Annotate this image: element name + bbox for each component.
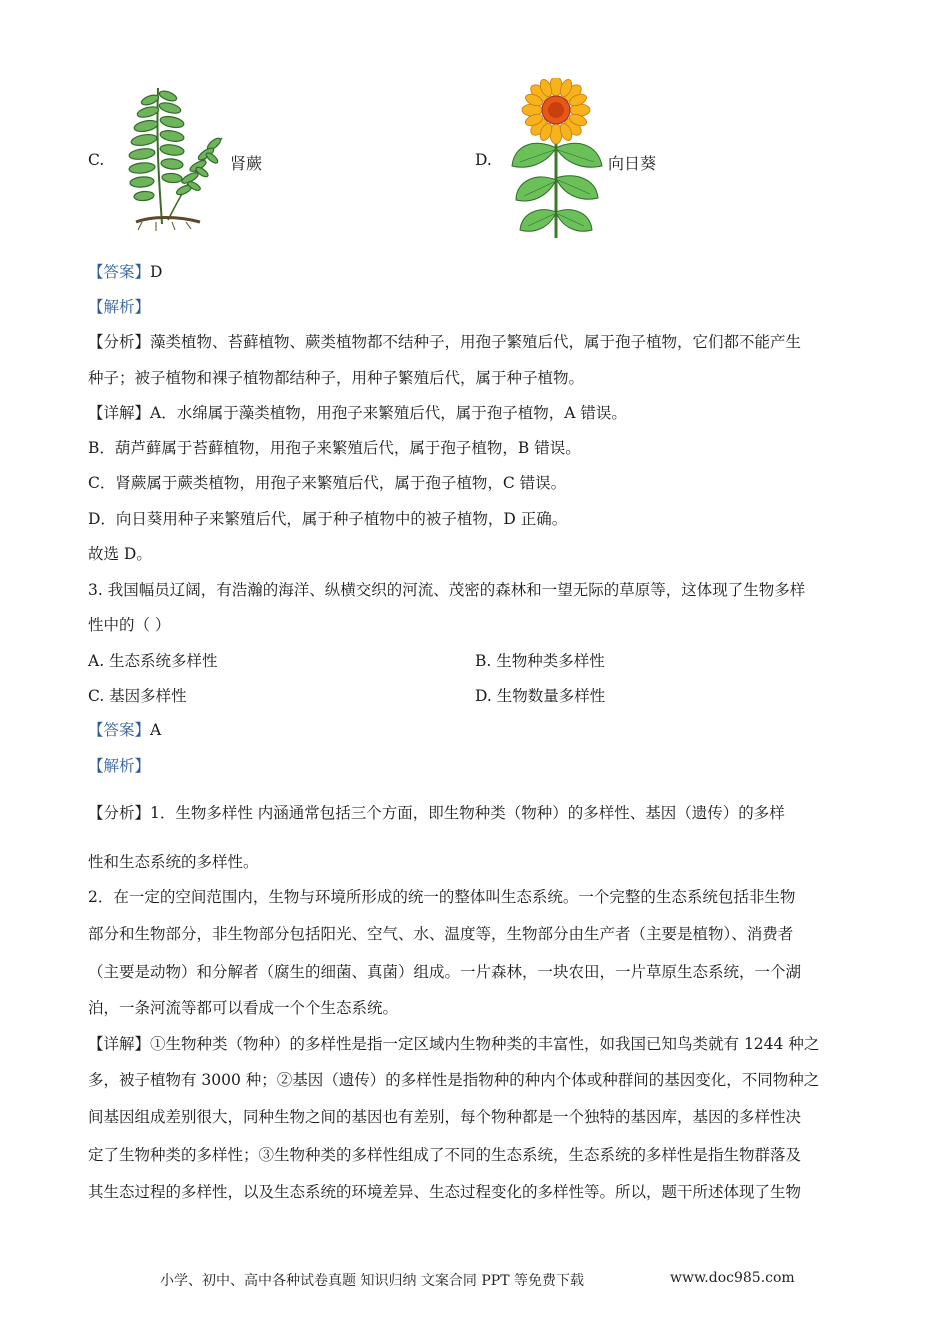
q3-option-d: D. 生物数量多样性	[475, 687, 606, 705]
q3-detail-line-5: 其生态过程的多样性，以及生态系统的环境差异、生态过程变化的多样性等。所以，题干所述体现了生物	[88, 1183, 802, 1201]
q3-answer-value: A	[150, 721, 162, 739]
footer-url[interactable]: www.doc985.com	[670, 1270, 795, 1286]
q3-detail-text: ①生物种类（物种）的多样性是指一定区域内生物种类的丰富性，如我国已知鸟类就有 1244 种之	[150, 1035, 820, 1053]
q2-detail-a-text: A．水绵属于藻类植物，用孢子来繁殖后代，属于孢子植物，A 错误。	[150, 404, 627, 422]
xiangjie-tag: 【详解】	[88, 1035, 151, 1053]
q3-option-b: B. 生物种类多样性	[475, 652, 605, 670]
answer-tag: 【答案】	[88, 263, 151, 281]
q2-fenxi-line-1	[88, 332, 801, 352]
q3-para2-line-1: 2．在一定的空间范围内，生物与环境所形成的统一的整体叫生态系统。一个完整的生态系统包括非生物	[88, 888, 796, 906]
q2-answer-line	[88, 262, 162, 282]
option-c-name: 肾蕨	[230, 154, 263, 173]
q2-detail-a	[88, 403, 627, 423]
footer-text: 小学、初中、高中各种试卷真题 知识归纳 文案合同 PPT 等免费下载	[160, 1273, 584, 1289]
q3-option-a: A. 生态系统多样性	[88, 652, 218, 670]
q3-detail-line-3: 间基因组成差别很大，同种生物之间的基因也有差别，每个物种都是一个独特的基因库，基因的多样性决	[88, 1108, 802, 1126]
q3-fenxi-line-1	[88, 803, 785, 823]
q3-option-c: C. 基因多样性	[88, 687, 187, 705]
sunflower-icon	[506, 78, 606, 240]
q3-analysis-tag: 【解析】	[88, 757, 151, 775]
q2-answer-value: D	[150, 263, 163, 281]
answer-tag: 【答案】	[88, 721, 151, 739]
fenxi-tag: 【分析】	[88, 333, 151, 351]
q3-para2-line-2: 部分和生物部分，非生物部分包括阳光、空气、水、温度等，生物部分由生产者（主要是植物）、消费者	[88, 925, 794, 943]
option-d-letter: D.	[475, 151, 492, 169]
option-d-name: 向日葵	[608, 154, 657, 173]
q2-fenxi-text: 藻类植物、苔藓植物、蕨类植物都不结种子，用孢子繁殖后代，属于孢子植物，它们都不能产生	[150, 333, 802, 351]
q3-fenxi-line-2: 性和生态系统的多样性。	[88, 853, 259, 871]
xiangjie-tag: 【详解】	[88, 404, 151, 422]
q2-detail-b: B．葫芦藓属于苔藓植物，用孢子来繁殖后代，属于孢子植物，B 错误。	[88, 439, 581, 457]
q3-detail-line-1	[88, 1034, 819, 1054]
q2-fenxi-line-2: 种子；被子植物和裸子植物都结种子，用种子繁殖后代，属于种子植物。	[88, 369, 585, 387]
q3-para2-line-4: 泊，一条河流等都可以看成一个个生态系统。	[88, 999, 399, 1017]
q3-para2-line-3: （主要是动物）和分解者（腐生的细菌、真菌）组成。一片森林，一块农田，一片草原生态系统，一个湖	[88, 963, 802, 981]
q2-detail-c: C．肾蕨属于蕨类植物，用孢子来繁殖后代，属于孢子植物，C 错误。	[88, 474, 567, 492]
q3-detail-line-2: 多，被子植物有 3000 种；②基因（遗传）的多样性是指物种的种内个体或种群间的基因变化，不同物种之	[88, 1071, 820, 1089]
q3-answer-line	[88, 720, 161, 740]
q2-analysis-tag: 【解析】	[88, 298, 151, 316]
q2-detail-d: D．向日葵用种子来繁殖后代，属于种子植物中的被子植物，D 正确。	[88, 510, 568, 528]
q2-conclusion: 故选 D。	[88, 545, 152, 563]
q3-stem-1: 3. 我国幅员辽阔，有浩瀚的海洋、纵横交织的河流、茂密的森林和一望无际的草原等，这体现了生物多样	[88, 581, 806, 599]
fern-icon	[122, 82, 228, 234]
q3-fenxi-text: 1．生物多样性 内涵通常包括三个方面，即生物种类（物种）的多样性、基因（遗传）的多样	[150, 804, 785, 822]
q3-detail-line-4: 定了生物种类的多样性；③生物种类的多样性组成了不同的生态系统，生态系统的多样性是指生物群落及	[88, 1146, 802, 1164]
option-c-letter: C.	[88, 151, 105, 169]
q3-stem-2: 性中的（ ）	[88, 616, 171, 634]
fenxi-tag: 【分析】	[88, 804, 151, 822]
